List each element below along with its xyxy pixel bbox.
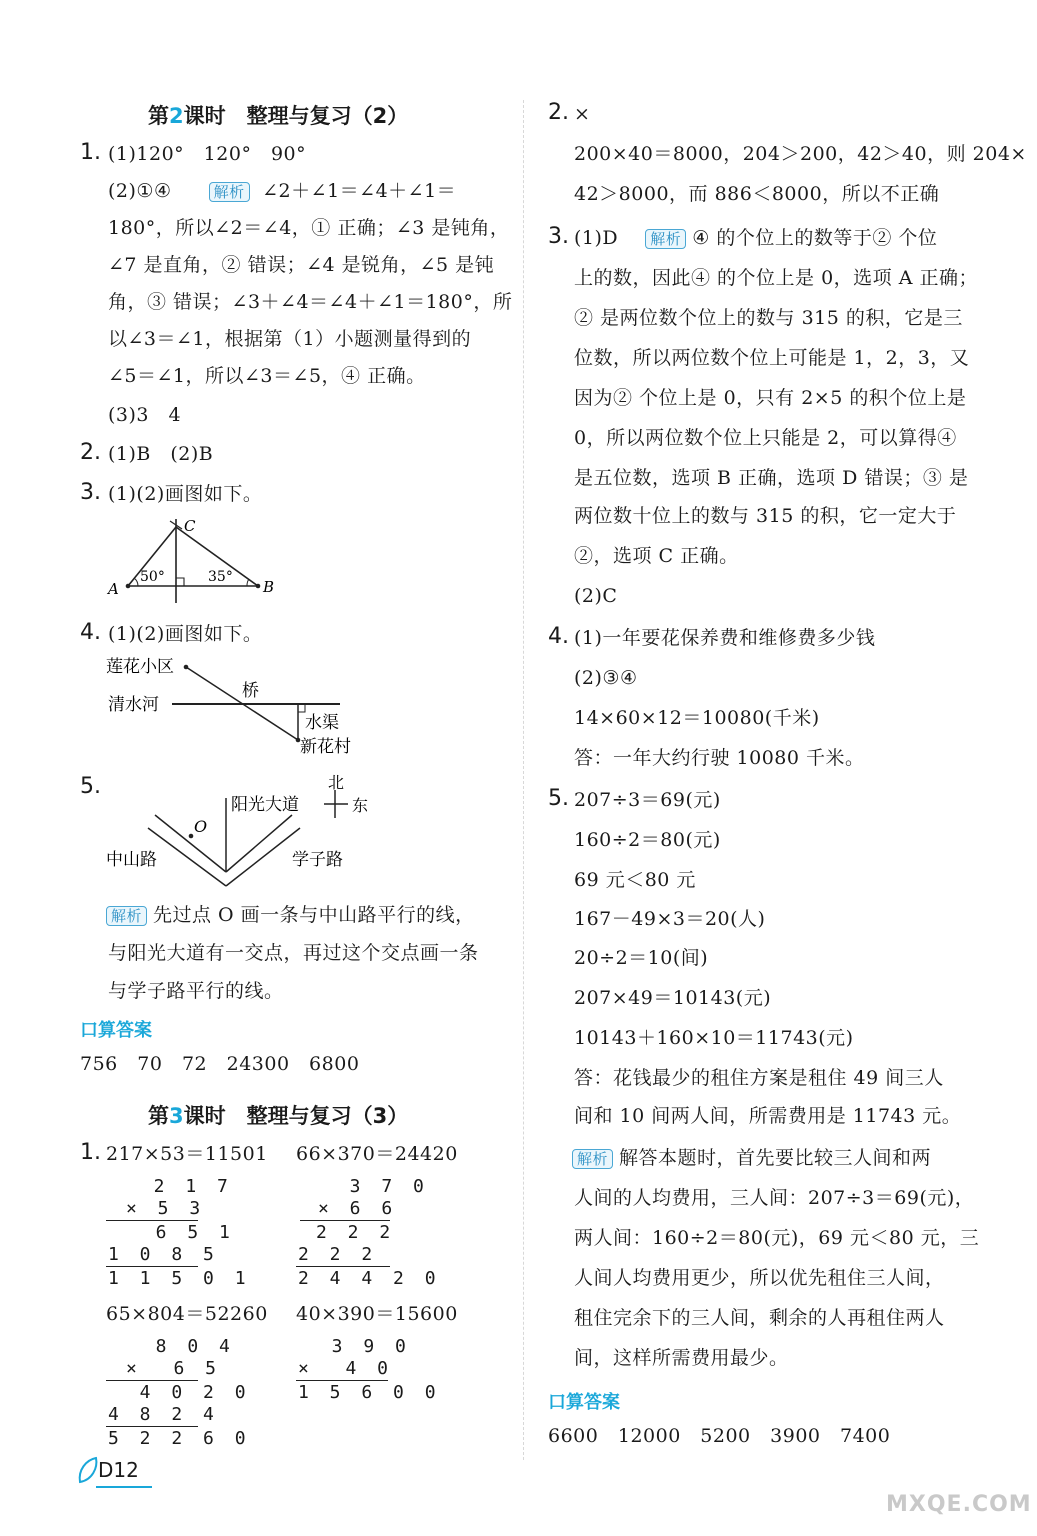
q5-analysis-line: 与学子路平行的线。 bbox=[108, 980, 284, 1002]
point-o-label: O bbox=[194, 817, 208, 836]
q5-number: 5. bbox=[80, 774, 101, 799]
calc-a-rule bbox=[106, 1266, 198, 1267]
zhongshan-road-label: 中山路 bbox=[106, 850, 157, 870]
q2-number: 2. bbox=[80, 440, 101, 465]
calc-d-row: 1 5 6 0 0 bbox=[298, 1382, 441, 1403]
q4-number: 4. bbox=[80, 620, 101, 645]
q5-line: 间和 10 间两人间，所需费用是 11743 元。 bbox=[574, 1105, 962, 1127]
q2-number: 2. bbox=[548, 100, 569, 125]
q3-line: ② 是两位数个位上的数与 315 的积，它是三 bbox=[574, 307, 963, 329]
q5-analysis-line: 间，这样所需费用最少。 bbox=[574, 1347, 789, 1369]
leaf-icon bbox=[76, 1456, 100, 1486]
q4-line: (1)一年要花保养费和维修费多少钱 bbox=[574, 627, 876, 649]
east-label: 东 bbox=[352, 796, 369, 815]
north-label: 北 bbox=[328, 773, 345, 792]
q3-line: 位数，所以两位数个位上可能是 1，2，3，又 bbox=[574, 347, 970, 369]
kousuan-label: 口算答案 bbox=[548, 1392, 620, 1413]
calc-a-row: 6 5 1 bbox=[124, 1222, 235, 1243]
calc-b-rule bbox=[300, 1220, 390, 1221]
calc-b-row: × 6 6 bbox=[318, 1198, 398, 1219]
calc-d-row: × 4 0 bbox=[298, 1358, 394, 1379]
q5-number: 5. bbox=[548, 786, 569, 811]
calc-b-rule bbox=[296, 1266, 390, 1267]
calc-a-equation: 217×53＝11501 bbox=[106, 1143, 268, 1165]
calc-c-row: × 6 5 bbox=[126, 1358, 222, 1379]
angle-35-label: 35° bbox=[208, 569, 233, 585]
heading-num: 2 bbox=[169, 104, 184, 128]
analysis-tag: 解析 bbox=[645, 229, 686, 249]
heading-num: 3 bbox=[169, 1104, 184, 1128]
q1-line: 180°，所以∠2＝∠4，① 正确；∠3 是钝角， bbox=[108, 217, 510, 239]
analysis-text: 先过点 O 画一条与中山路平行的线， bbox=[153, 904, 475, 926]
canal-label: 水渠 bbox=[305, 713, 339, 733]
angle-50-label: 50° bbox=[140, 569, 165, 585]
triangle-figure bbox=[100, 515, 290, 607]
calc-b-row: 3 7 0 bbox=[318, 1176, 429, 1197]
analysis-tag: 解析 bbox=[209, 182, 250, 202]
point-a-label: A bbox=[108, 580, 119, 598]
calc-c-equation: 65×804＝52260 bbox=[106, 1303, 268, 1325]
q1-line: 角，③ 错误；∠3＋∠4＝∠4＋∠1＝180°，所 bbox=[108, 291, 513, 313]
qingshui-river-label: 清水河 bbox=[108, 695, 159, 715]
calc-c-rule bbox=[106, 1426, 198, 1427]
q5-line: 10143＋160×10＝11743(元) bbox=[574, 1027, 854, 1049]
roads-figure bbox=[100, 770, 400, 890]
watermark: MXQE.COM bbox=[886, 1492, 1032, 1517]
calc-a-rule bbox=[106, 1220, 198, 1221]
calc-a-row: 2 1 7 bbox=[122, 1176, 233, 1197]
q3-line: 因为② 个位上是 0，只有 2×5 的积个位上是 bbox=[574, 387, 967, 409]
q4-line: 答：一年大约行驶 10080 千米。 bbox=[574, 747, 865, 769]
q3-number: 3. bbox=[80, 480, 101, 505]
q3-line: ②，选项 C 正确。 bbox=[574, 545, 739, 567]
river-map-figure bbox=[100, 652, 370, 764]
q5-analysis-line: 与阳光大道有一交点，再过这个交点画一条 bbox=[108, 942, 479, 964]
calc-a-row: 1 1 5 0 1 bbox=[108, 1268, 251, 1289]
lesson3-heading bbox=[148, 1100, 408, 1130]
kousuan-answers: 756 70 72 24300 6800 bbox=[80, 1053, 360, 1075]
calc-c-rule bbox=[106, 1380, 198, 1381]
q3-line: 0，所以两位数个位上只能是 2，可以算得④ bbox=[574, 427, 957, 449]
q5-analysis-line: 租住完余下的三人间，剩余的人再租住两人 bbox=[574, 1307, 945, 1329]
q2-line: 42＞8000，而 886＜8000，所以不正确 bbox=[574, 183, 940, 205]
q3-number: 3. bbox=[548, 224, 569, 249]
q2-text: (1)B (2)B bbox=[108, 443, 214, 465]
q5-analysis-line bbox=[106, 903, 475, 927]
page-number: D12 bbox=[98, 1458, 139, 1482]
q3-line: (2)C bbox=[574, 585, 618, 607]
heading-prefix: 第 bbox=[148, 1104, 169, 1128]
calc-c-row: 5 2 2 6 0 bbox=[108, 1428, 251, 1449]
kousuan-label: 口算答案 bbox=[80, 1020, 152, 1041]
q3-part1-answer: (1)D bbox=[574, 227, 619, 249]
calc-a-row: 1 0 8 5 bbox=[108, 1244, 219, 1265]
q5-line: 160÷2＝80(元) bbox=[574, 829, 721, 851]
q1-line: (1)120° 120° 90° bbox=[108, 143, 307, 165]
q5-analysis-line: 人间人均费用更少，所以优先租住三人间， bbox=[574, 1267, 945, 1289]
q3-line: 上的数，因此④ 的个位上是 0，选项 A 正确； bbox=[574, 267, 978, 289]
q4-number: 4. bbox=[548, 624, 569, 649]
q4-line: 14×60×12＝10080(千米) bbox=[574, 707, 820, 729]
lesson2-heading bbox=[148, 100, 408, 130]
q5-analysis-line: 人间的人均费用，三人间：207÷3＝69(元)， bbox=[574, 1187, 975, 1209]
q3-line: 两位数十位上的数与 315 的积，它一定大于 bbox=[574, 505, 957, 527]
q6-number: 1. bbox=[80, 1140, 101, 1165]
q1-line-text: ∠2＋∠1＝∠4＋∠1＝ bbox=[262, 180, 457, 202]
q5-line: 207×49＝10143(元) bbox=[574, 987, 772, 1009]
heading-suffix: 课时 整理与复习（2） bbox=[183, 104, 409, 128]
analysis-text: 解答本题时，首先要比较三人间和两 bbox=[619, 1147, 932, 1169]
q5-line: 69 元＜80 元 bbox=[574, 869, 696, 891]
q1-line: 以∠3＝∠1，根据第（1）小题测量得到的 bbox=[108, 328, 472, 350]
q1-line: (3)3 4 bbox=[108, 404, 182, 426]
q5-line: 167－49×3＝20(人) bbox=[574, 908, 766, 930]
xinhua-village-label: 新花村 bbox=[300, 737, 351, 757]
q5-analysis-line bbox=[572, 1146, 931, 1170]
calc-c-row: 4 0 2 0 bbox=[108, 1382, 251, 1403]
q3-text: (1)(2)画图如下。 bbox=[108, 483, 263, 505]
lianhua-label: 莲花小区 bbox=[106, 657, 174, 677]
q1-line: ∠7 是直角，② 错误；∠4 是锐角，∠5 是钝 bbox=[108, 254, 495, 276]
calc-b-row: 2 4 4 2 0 bbox=[298, 1268, 441, 1289]
calc-a-row: × 5 3 bbox=[126, 1198, 206, 1219]
column-divider bbox=[523, 100, 524, 1460]
heading-prefix: 第 bbox=[148, 104, 169, 128]
analysis-tag: 解析 bbox=[572, 1149, 613, 1169]
q1-line: ∠5＝∠1，所以∠3＝∠5，④ 正确。 bbox=[108, 365, 426, 387]
kousuan-answers: 6600 12000 5200 3900 7400 bbox=[548, 1425, 891, 1447]
point-c-label: C bbox=[184, 517, 196, 535]
calc-d-row: 3 9 0 bbox=[300, 1336, 411, 1357]
q4-line: (2)③④ bbox=[574, 667, 638, 689]
q1-line bbox=[108, 179, 456, 203]
q5-line: 207÷3＝69(元) bbox=[574, 789, 721, 811]
calc-c-row: 4 8 2 4 bbox=[108, 1404, 219, 1425]
q5-line: 答：花钱最少的租住方案是租住 49 间三人 bbox=[574, 1067, 944, 1089]
q5-line: 20÷2＝10(间) bbox=[574, 947, 709, 969]
xuezi-road-label: 学子路 bbox=[292, 850, 343, 870]
calc-b-row: 2 2 2 bbox=[316, 1222, 396, 1243]
q2-line: 200×40＝8000，204＞200，42＞40，则 204× bbox=[574, 143, 1027, 165]
q4-text: (1)(2)画图如下。 bbox=[108, 623, 263, 645]
q5-analysis-line: 两人间：160÷2＝80(元)，69 元＜80 元，三 bbox=[574, 1227, 980, 1249]
q3-line-text: ④ 的个位上的数等于② 个位 bbox=[692, 227, 938, 249]
q1-part2-answer: (2)①④ bbox=[108, 180, 172, 202]
analysis-tag: 解析 bbox=[106, 906, 147, 926]
q3-line: 是五位数，选项 B 正确，选项 D 错误；③ 是 bbox=[574, 467, 969, 489]
page-number-underline bbox=[96, 1486, 152, 1488]
q1-number: 1. bbox=[80, 140, 101, 165]
calc-b-row: 2 2 2 bbox=[298, 1244, 378, 1265]
calc-c-row: 8 0 4 bbox=[124, 1336, 235, 1357]
calc-d-rule bbox=[296, 1380, 388, 1381]
calc-b-equation: 66×370＝24420 bbox=[296, 1143, 458, 1165]
bridge-label: 桥 bbox=[242, 681, 259, 701]
q3-line bbox=[574, 226, 937, 250]
calc-d-equation: 40×390＝15600 bbox=[296, 1303, 458, 1325]
heading-suffix: 课时 整理与复习（3） bbox=[183, 1104, 409, 1128]
q2-line: × bbox=[574, 103, 591, 125]
point-b-label: B bbox=[263, 578, 275, 596]
yangguang-road-label: 阳光大道 bbox=[231, 795, 299, 815]
